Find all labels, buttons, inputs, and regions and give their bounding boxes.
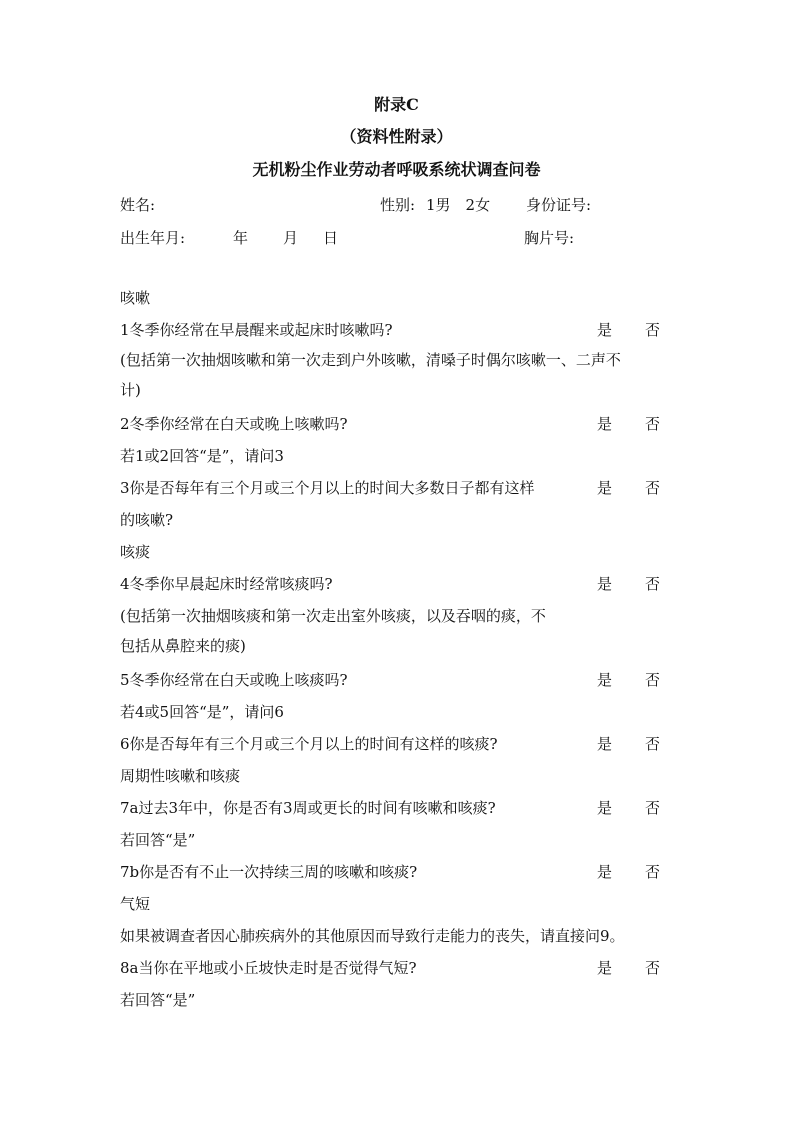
question-2-followup: 若1或2回答“是”，请问3	[120, 447, 284, 465]
q5-no-option[interactable]: 否	[645, 671, 661, 689]
q2-yes-option[interactable]: 是	[597, 415, 613, 433]
question-6: 6你是否每年有三个月或三个月以上的时间有这样的咳痰?	[120, 735, 498, 753]
sex-options: 1男 2女	[426, 196, 491, 214]
document-title: 无机粉尘作业劳动者呼吸系统状调查问卷	[252, 160, 541, 179]
q8a-no-option[interactable]: 否	[645, 959, 661, 977]
appendix-type: （资料性附录）	[340, 127, 453, 146]
name-label: 姓名:	[120, 196, 156, 214]
appendix-label: 附录C	[374, 95, 419, 114]
question-8a: 8a当你在平地或小丘坡快走时是否觉得气短?	[120, 959, 417, 977]
question-3: 3你是否每年有三个月或三个月以上的时间大多数日子都有这样	[120, 479, 535, 497]
q1-no-option[interactable]: 否	[645, 321, 661, 339]
question-5: 5冬季你经常在白天或晚上咳痰吗?	[120, 671, 348, 689]
section-breath: 气短	[120, 895, 151, 913]
question-4-note-cont: 包括从鼻腔来的痰)	[120, 637, 246, 655]
sex-label: 性别:	[380, 196, 416, 214]
question-1-note-cont: 计)	[120, 381, 141, 399]
q3-no-option[interactable]: 否	[645, 479, 661, 497]
question-5-followup: 若4或5回答“是”，请问6	[120, 703, 284, 721]
q4-yes-option[interactable]: 是	[597, 575, 613, 593]
question-7a: 7a过去3年中，你是否有3周或更长的时间有咳嗽和咳痰?	[120, 799, 496, 817]
id-number-label: 身份证号:	[526, 196, 592, 214]
day-label: 日	[323, 229, 339, 247]
q6-yes-option[interactable]: 是	[597, 735, 613, 753]
breath-note: 如果被调查者因心肺疾病外的其他原因而导致行走能力的丧失，请直接问9。	[120, 927, 625, 945]
question-1: 1冬季你经常在早晨醒来或起床时咳嗽吗?	[120, 321, 393, 339]
section-periodic: 周期性咳嗽和咳痰	[120, 767, 241, 785]
question-4-note: (包括第一次抽烟咳痰和第一次走出室外咳痰，以及吞咽的痰，不	[120, 607, 546, 625]
question-7a-followup: 若回答“是”	[120, 831, 196, 849]
month-label: 月	[283, 229, 299, 247]
xray-number-label: 胸片号:	[524, 229, 575, 247]
question-8a-followup: 若回答“是”	[120, 991, 196, 1009]
q6-no-option[interactable]: 否	[645, 735, 661, 753]
q8a-yes-option[interactable]: 是	[597, 959, 613, 977]
q4-no-option[interactable]: 否	[645, 575, 661, 593]
q5-yes-option[interactable]: 是	[597, 671, 613, 689]
question-2: 2冬季你经常在白天或晚上咳嗽吗?	[120, 415, 348, 433]
question-4: 4冬季你早晨起床时经常咳痰吗?	[120, 575, 333, 593]
q7a-no-option[interactable]: 否	[645, 799, 661, 817]
question-3-cont: 的咳嗽?	[120, 511, 174, 529]
question-7b: 7b你是否有不止一次持续三周的咳嗽和咳痰?	[120, 863, 418, 881]
question-1-note: (包括第一次抽烟咳嗽和第一次走到户外咳嗽，清嗓子时偶尔咳嗽一、二声不	[120, 351, 621, 369]
year-label: 年	[233, 229, 249, 247]
section-phlegm: 咳痰	[120, 543, 151, 561]
q7b-yes-option[interactable]: 是	[597, 863, 613, 881]
section-cough: 咳嗽	[120, 289, 151, 307]
q7b-no-option[interactable]: 否	[645, 863, 661, 881]
q3-yes-option[interactable]: 是	[597, 479, 613, 497]
birth-date-label: 出生年月:	[120, 229, 186, 247]
q1-yes-option[interactable]: 是	[597, 321, 613, 339]
q7a-yes-option[interactable]: 是	[597, 799, 613, 817]
q2-no-option[interactable]: 否	[645, 415, 661, 433]
